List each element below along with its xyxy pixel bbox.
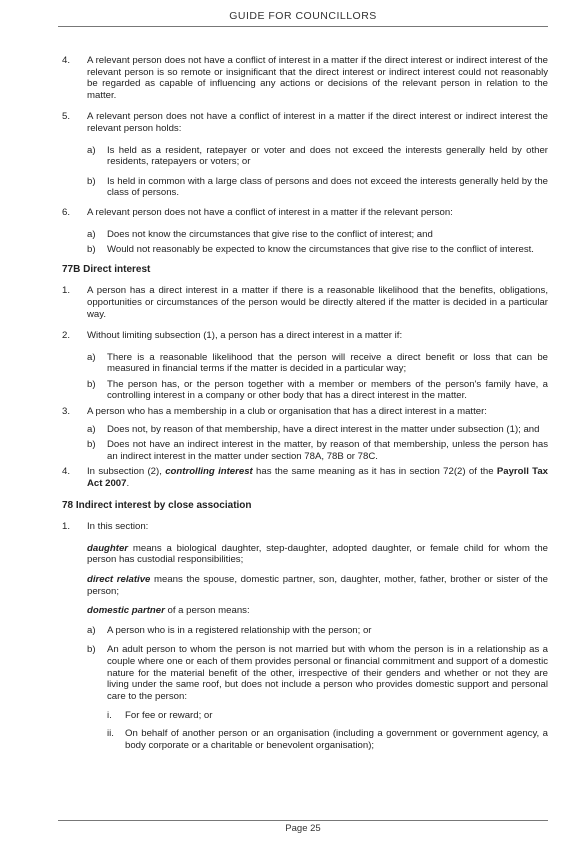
subparagraph-letter: b): [87, 644, 96, 656]
paragraph-77a-6: [62, 207, 548, 219]
running-header: GUIDE FOR COUNCILLORS: [229, 10, 377, 22]
section-heading-78: 78 Indirect interest by close association: [62, 499, 252, 511]
definition-domestic-partner: [87, 605, 548, 617]
subparagraph-text: Does not have an indirect interest in the matter, by reason of that membership, unless the person has an indirect interest in the matter under section 78A, 78B or 78C.: [107, 439, 548, 462]
definition-text: means the spouse, domestic partner, son, daughter, mother, father, brother or sister of the person;: [87, 574, 548, 597]
subparagraph-text: Is held in common with a large class of persons and does not exceed the interests generally held by the class of persons.: [107, 175, 548, 199]
subparagraph-letter: b): [87, 244, 96, 256]
paragraph-number: 5.: [62, 111, 71, 123]
header-rule: [58, 26, 548, 27]
paragraph-text: A person who has a membership in a club or organisation that has a direct interest in a matter:: [87, 406, 487, 418]
paragraph-text: A relevant person does not have a conflict of interest in a matter if the relevant person:: [87, 206, 453, 218]
defined-term: domestic partner: [87, 605, 165, 617]
subsubparagraph-78-dp-b-i: [107, 710, 548, 722]
paragraph-78-1: [62, 521, 548, 533]
subsubparagraph-text: For fee or reward; or: [125, 710, 213, 722]
subparagraph-text: The person has, or the person together with a member or members of the person's family have, a controlling interest in a company or other body that has a direct interest in the matter.: [107, 378, 548, 402]
footer-rule: [58, 820, 548, 821]
subparagraph-77b-3-a: [87, 424, 548, 436]
paragraph-77b-3: [62, 406, 548, 418]
paragraph-77a-5: [62, 111, 548, 134]
section-heading-77b: 77B Direct interest: [62, 263, 151, 275]
subparagraph-77a-5-a: [87, 145, 548, 168]
subparagraph-77a-5-b: [87, 176, 548, 199]
paragraph-number: 4.: [62, 55, 71, 66]
definition-text: of a person means:: [164, 605, 250, 617]
definition-text: means a biological daughter, step-daughter, adopted daughter, or female child for whom the person has custodial responsibilities;: [87, 542, 548, 566]
subparagraph-text: There is a reasonable likelihood that the person will receive a direct benefit or loss that can be measured in financial terms if the matter is decided in a particular way;: [107, 351, 548, 375]
paragraph-77b-1: [62, 285, 548, 320]
text-run: In subsection (2),: [87, 466, 166, 478]
subparagraph-77b-3-b: [87, 439, 548, 462]
subparagraph-77b-2-b: [87, 379, 548, 402]
text-run: .: [126, 478, 130, 490]
subparagraph-text: A person who is in a registered relationship with the person; or: [107, 624, 372, 636]
subparagraph-letter: a): [87, 423, 96, 435]
paragraph-77b-4: [62, 466, 548, 489]
paragraph-text: A person has a direct interest in a matter if there is a reasonable likelihood that the benefits, obligations, opportunities or circumstances of the person would be directly altered if the matter is decided in a particular way.: [87, 285, 548, 320]
defined-term: direct relative: [87, 574, 151, 585]
subparagraph-letter: b): [87, 439, 96, 451]
subparagraph-text: An adult person to whom the person is not married but with whom the person is in a relationship as a couple where one or each of them provides personal or financial commitment and support of a domestic nature for the material benefit of the other, irrespective of their genders and whether or not they are living under the same roof, but does not include a person who provides domestic support and personal care to the person:: [107, 644, 548, 702]
subparagraph-77b-2-a: [87, 352, 548, 375]
paragraph-number: 3.: [62, 406, 71, 418]
defined-term: daughter: [87, 542, 129, 554]
subparagraph-text: Does not, by reason of that membership, have a direct interest in the matter under subsection (1); and: [107, 423, 540, 435]
subparagraph-77a-6-a: [87, 229, 548, 241]
roman-numeral: i.: [107, 710, 112, 722]
subparagraph-letter: a): [87, 144, 96, 156]
page-number: Page 25: [285, 823, 321, 834]
subparagraph-letter: b): [87, 378, 96, 390]
paragraph-text: A relevant person does not have a conflict of interest in a matter if the direct interest or indirect interest of the relevant person is so remote or insignificant that the direct interest or indirect interest could not reasonably be regarded as capable of influencing any actions or decisions of the relevant person in relation to the matter.: [87, 55, 548, 101]
paragraph-text: [87, 466, 548, 489]
subparagraph-letter: a): [87, 351, 96, 363]
subparagraph-letter: a): [87, 228, 96, 240]
subparagraph-78-dp-b: [87, 644, 548, 702]
paragraph-number: 6.: [62, 206, 71, 218]
subparagraph-77a-6-b: [87, 244, 548, 256]
paragraph-text: A relevant person does not have a conflict of interest in a matter if the direct interest or indirect interest the relevant person holds:: [87, 111, 548, 134]
subsubparagraph-text: On behalf of another person or an organisation (including a government or government agency, a body corporate or a charitable or benevolent organisation);: [125, 727, 548, 751]
subparagraph-letter: a): [87, 624, 96, 636]
text-run: has the same meaning as it has in section 72(2) of the: [252, 466, 497, 478]
defined-term: controlling interest: [165, 466, 253, 478]
paragraph-text: Without limiting subsection (1), a person has a direct interest in a matter if:: [87, 330, 403, 342]
paragraph-number: 1.: [62, 285, 71, 297]
page-body: [62, 55, 548, 757]
subparagraph-letter: b): [87, 175, 96, 187]
subparagraph-78-dp-a: [87, 625, 548, 637]
definition-direct-relative: [87, 574, 548, 597]
subsubparagraph-78-dp-b-ii: [107, 728, 548, 751]
definition-daughter: [87, 543, 548, 566]
roman-numeral: ii.: [107, 727, 114, 739]
act-name: Payroll Tax Act 2007: [87, 466, 548, 490]
paragraph-text: In this section:: [87, 521, 149, 533]
paragraph-77b-2: [62, 330, 548, 342]
paragraph-number: 4.: [62, 466, 71, 478]
paragraph-number: 2.: [62, 330, 71, 342]
subparagraph-text: Is held as a resident, ratepayer or voter and does not exceed the interests generally held by other residents, ratepayers or voters; or: [107, 144, 548, 168]
subparagraph-text: Does not know the circumstances that give rise to the conflict of interest; and: [107, 228, 433, 240]
paragraph-number: 1.: [62, 521, 71, 533]
paragraph-77a-4: [62, 55, 548, 101]
subparagraph-text: Would not reasonably be expected to know the circumstances that give rise to the conflict of interest.: [107, 244, 534, 256]
